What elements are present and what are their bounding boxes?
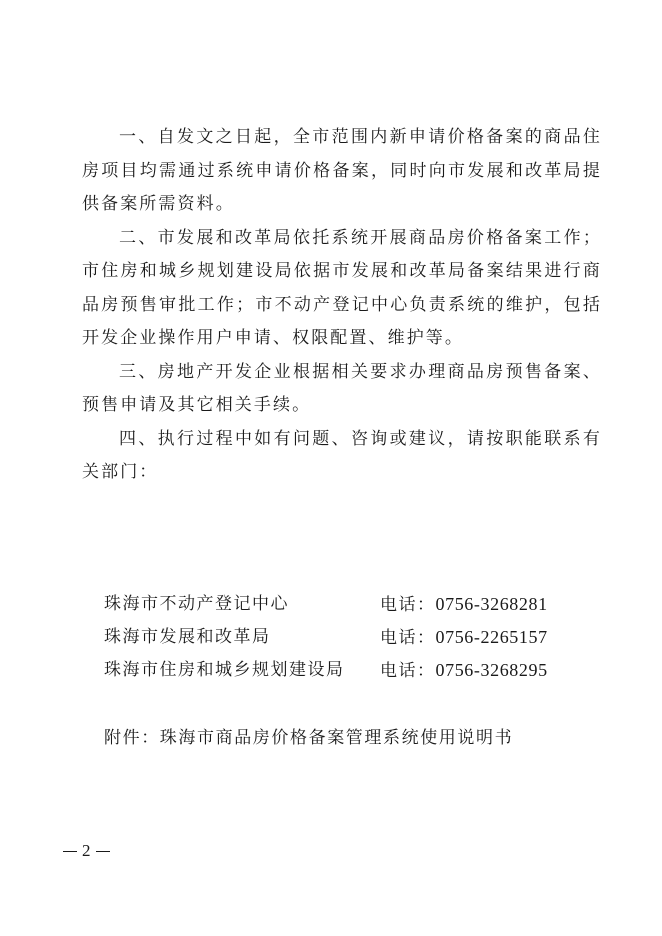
contact-phone bbox=[380, 654, 548, 688]
phone-number: 0756-2265157 bbox=[435, 627, 548, 647]
paragraph-3: 三、房地产开发企业根据相关要求办理商品房预售备案、预售申请及其它相关手续。 bbox=[82, 361, 602, 415]
contact-row bbox=[104, 621, 604, 654]
paragraph-1: 一、自发文之日起，全市范围内新申请价格备案的商品住房项目均需通过系统申请价格备案，同时向市发展和改革局提供备案所需资料。 bbox=[82, 127, 602, 214]
paragraph-4: 四、执行过程中如有问题、咨询或建议，请按职能联系有关部门： bbox=[82, 428, 602, 482]
phone-number: 0756-3268281 bbox=[435, 594, 548, 614]
contact-row bbox=[104, 588, 604, 621]
contact-list bbox=[104, 588, 604, 687]
contact-phone bbox=[380, 621, 548, 655]
paragraph-2: 二、市发展和改革局依托系统开展商品房价格备案工作；市住房和城乡规划建设局依据市发展和改革局备案结果进行商品房预售审批工作；市不动产登记中心负责系统的维护，包括开发企业操作用户申请、权限配置、维护等。 bbox=[82, 227, 602, 348]
page-dash-right bbox=[96, 851, 110, 852]
body-text bbox=[82, 121, 602, 490]
phone-number: 0756-3268295 bbox=[435, 660, 548, 680]
contact-row bbox=[104, 654, 604, 687]
phone-label: 电话： bbox=[380, 661, 436, 681]
phone-label: 电话： bbox=[380, 628, 436, 648]
contact-name: 珠海市住房和城乡规划建设局 bbox=[104, 660, 345, 680]
contact-name: 珠海市发展和改革局 bbox=[104, 627, 271, 647]
phone-label: 电话： bbox=[380, 595, 436, 615]
contact-phone bbox=[380, 588, 548, 622]
attachment-line: 附件：珠海市商品房价格备案管理系统使用说明书 bbox=[104, 728, 514, 748]
contact-name: 珠海市不动产登记中心 bbox=[104, 594, 289, 614]
page-dash-left bbox=[63, 851, 77, 852]
page-number-value: 2 bbox=[82, 841, 91, 860]
page-number bbox=[58, 838, 115, 864]
